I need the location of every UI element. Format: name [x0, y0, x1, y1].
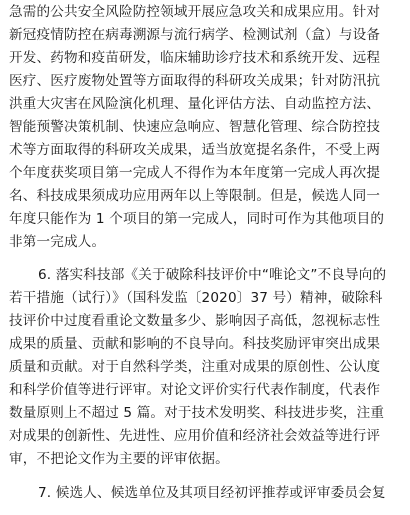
text-line: 智能预警决策机制、快速应急响应、智慧化管理、综合防控技 [9, 119, 381, 135]
text-line: 审，不把论文作为主要的评审依据。 [9, 451, 229, 467]
text-line: 成果的质量、贡献和影响的不良导向。科技奖励评审突出成果 [9, 336, 381, 352]
text-line: 质量和贡献。对于自然科学类，注重对成果的原创性、公认度 [9, 359, 381, 375]
text-line: 新冠疫情防控在病毒溯源与流行病学、检测试剂（盒）与设备 [9, 27, 381, 43]
text-line: 医疗、医疗废物处置等方面取得的科研攻关成果；针对防汛抗 [9, 73, 381, 89]
paragraph-7-first-line: 7. 候选人、候选单位及其项目经初评推荐或评审委员会复 [38, 485, 386, 501]
text-line: 洪重大灾害在风险演化机理、量化评估方法、自动监控方法、 [9, 96, 381, 112]
text-line: 个年度获奖项目第一完成人不得作为本年度第一完成人再次提 [9, 165, 381, 181]
text-line: 开发、药物和疫苗研发，临床辅助诊疗技术和系统开发、远程 [9, 50, 381, 66]
text-line: 对成果的创新性、先进性、应用价值和经济社会效益等进行评 [9, 428, 381, 444]
text-line: 数量原则上不超过 5 篇。对于技术发明奖、科技进步奖，注重 [9, 405, 385, 421]
paragraph-6-first-line: 6. 落实科技部《关于破除科技评价中“唯论文”不良导向的 [38, 267, 387, 283]
text-line: 年度只能作为 1 个项目的第一完成人，同时可作为其他项目的 [9, 211, 385, 227]
text-line: 名、科技成果须成功应用两年以上等限制。但是，候选人同一 [9, 188, 381, 204]
text-line: 非第一完成人。 [9, 234, 106, 250]
text-line: 术等方面取得的科研攻关成果，适当放宽提名条件，不受上两 [9, 142, 381, 158]
text-line: 和科学价值等进行评审。对论文评价实行代表作制度，代表作 [9, 382, 381, 398]
text-line: 技评价中过度看重论文数量多少、影响因子高低，忽视标志性 [9, 313, 381, 329]
text-line: 急需的公共安全风险防控领域开展应急攻关和成果应用。针对 [9, 4, 381, 20]
text-line: 若干措施（试行）》（国科发监〔2020〕37 号）精神，破除科 [9, 290, 383, 306]
